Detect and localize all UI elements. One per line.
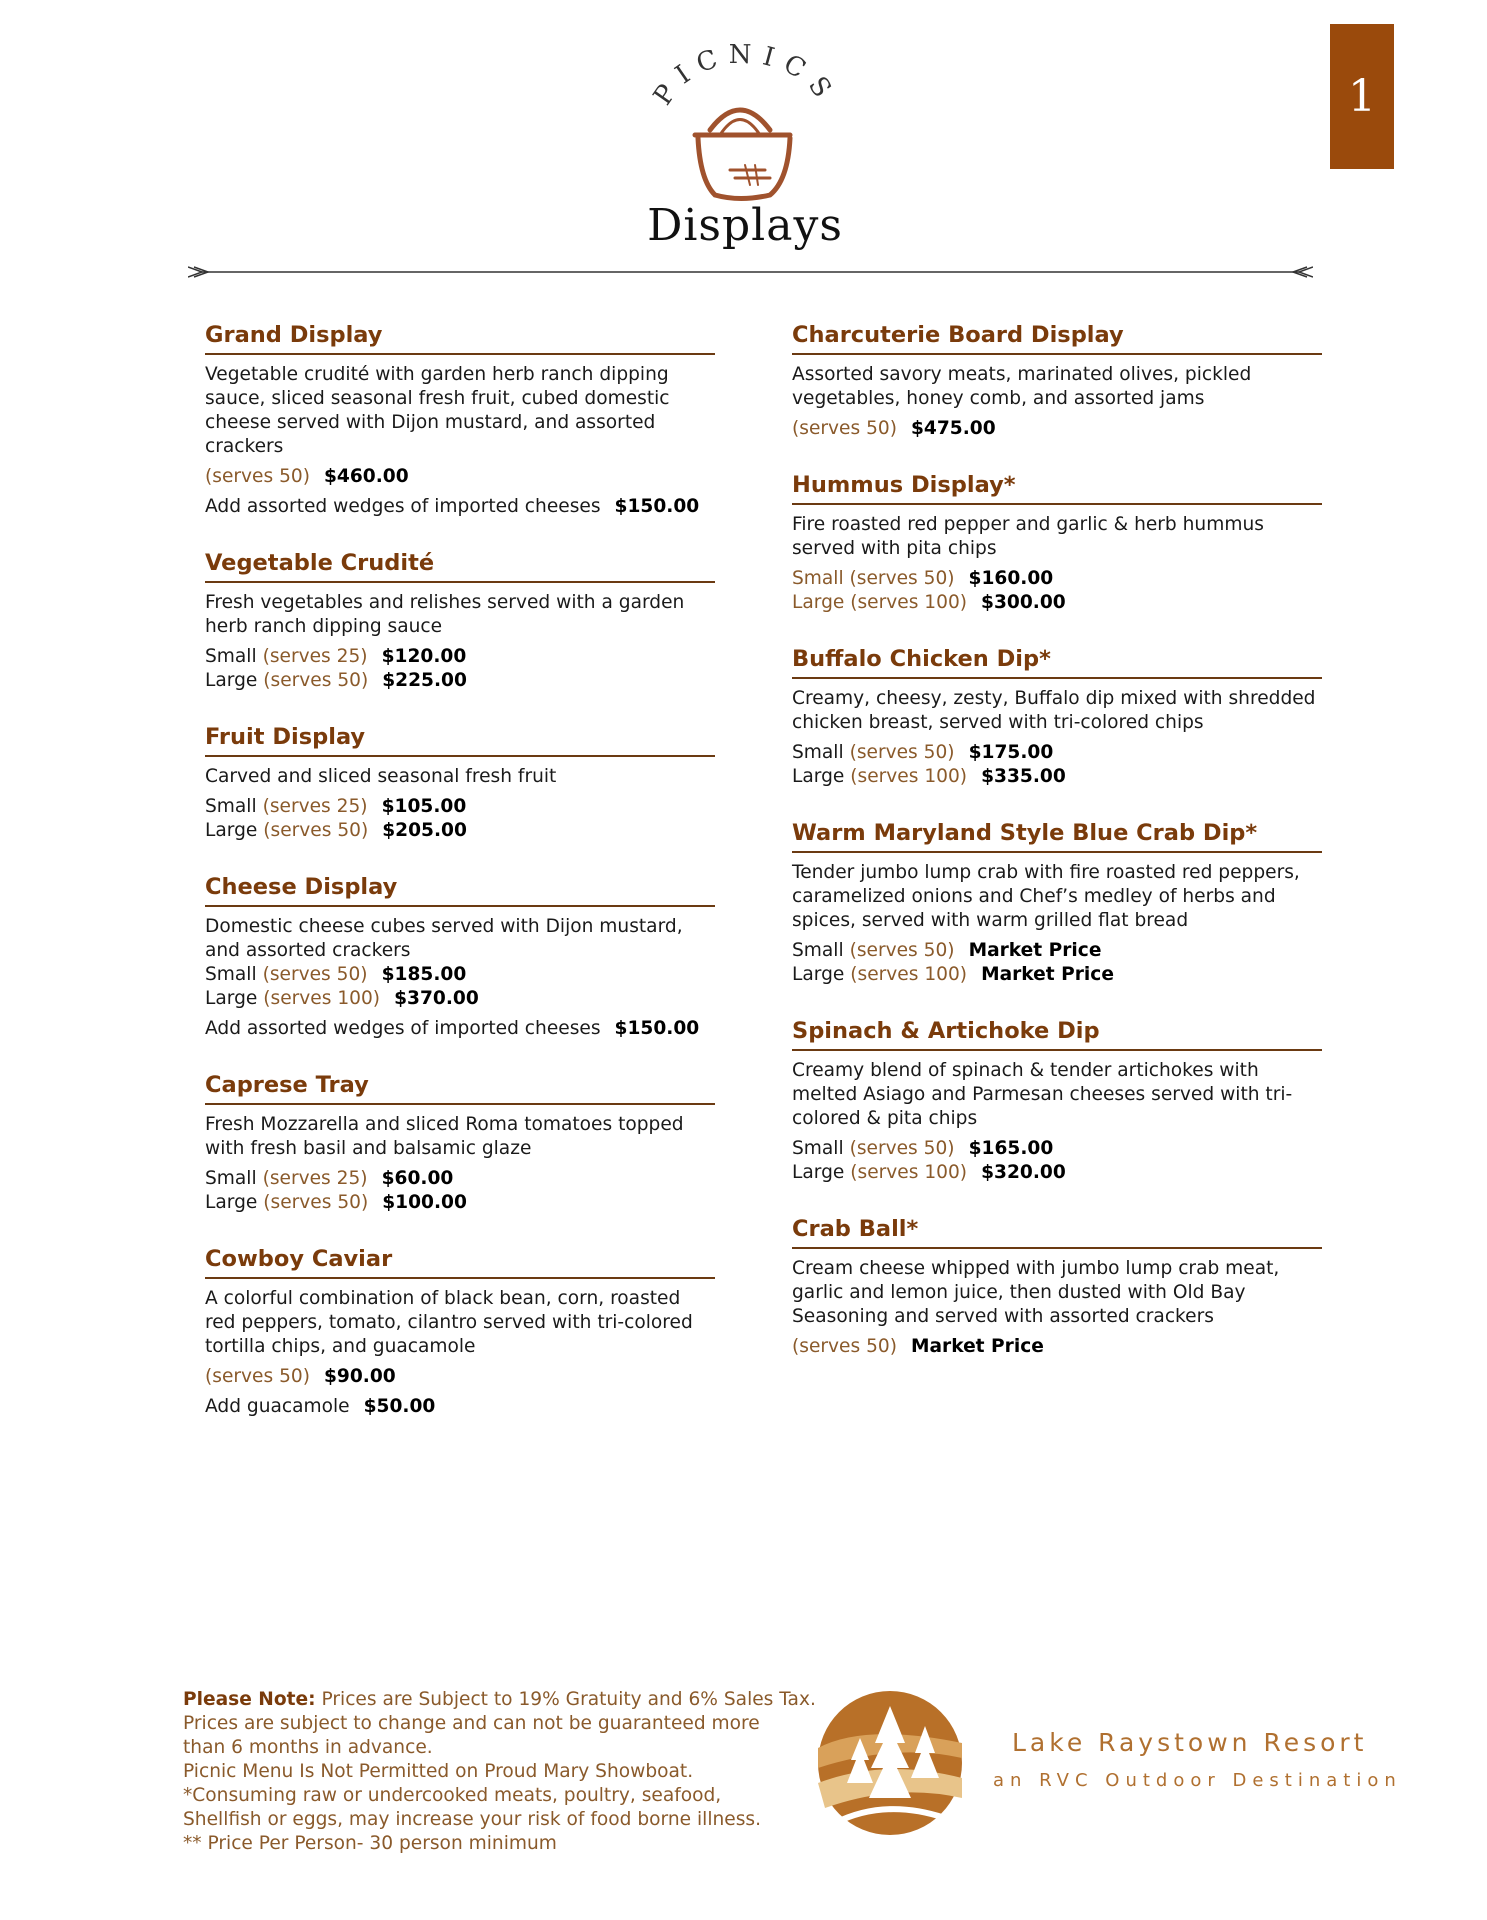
svg-text:PICNICS — [648, 40, 842, 111]
price-row — [205, 963, 715, 987]
size-label: Small — [792, 940, 844, 961]
serves-label: (serves 100) — [850, 766, 968, 787]
serves-label: (serves 25) — [262, 646, 368, 667]
footer-note — [183, 1688, 823, 1856]
serves-label: Small (serves 50) — [792, 568, 955, 589]
price-row — [792, 939, 1322, 963]
item-title: Fruit Display — [205, 724, 715, 757]
addon-row — [205, 1395, 715, 1419]
menu-item-grand-display — [205, 322, 715, 519]
serves-label: (serves 100) — [263, 988, 381, 1009]
price: $60.00 — [381, 1168, 454, 1189]
note-label: Please Note: — [183, 1689, 316, 1710]
item-description: Creamy blend of spinach & tender artichokes with melted Asiago and Parmesan cheeses served with tri-colored & pita chips — [792, 1060, 1293, 1129]
size-label: Small — [205, 964, 257, 985]
item-description: Fire roasted red pepper and garlic & herb hummus served with pita chips — [792, 514, 1264, 559]
serves-label: (serves 25) — [262, 1168, 368, 1189]
price: $205.00 — [382, 820, 467, 841]
price-row — [792, 417, 1322, 441]
menu-item-buffalo-chicken-dip — [792, 646, 1322, 789]
price-row — [205, 645, 715, 669]
price: $150.00 — [614, 496, 700, 517]
serves-label: (serves 50) — [263, 820, 369, 841]
price: $100.00 — [382, 1192, 467, 1213]
serves-label: (serves 50) — [263, 670, 369, 691]
item-description: Assorted savory meats, marinated olives, pickled vegetables, honey comb, and assorted jams — [792, 364, 1252, 409]
size-label: Large — [205, 820, 258, 841]
price-row — [205, 1365, 715, 1389]
serves-label: (serves 50) — [849, 940, 955, 961]
item-title: Grand Display — [205, 322, 715, 355]
item-title: Crab Ball* — [792, 1216, 1322, 1249]
serves-label: (serves 50) — [205, 1366, 310, 1387]
item-description: Fresh Mozzarella and sliced Roma tomatoes topped with fresh basil and balsamic glaze — [205, 1114, 684, 1159]
item-description: Fresh vegetables and relishes served with a garden herb ranch dipping sauce — [205, 592, 685, 637]
serves-label: (serves 100) — [850, 1162, 968, 1183]
price: $300.00 — [981, 592, 1066, 613]
menu-item-cheese-display — [205, 874, 715, 1041]
menu-column-right — [792, 322, 1322, 1390]
resort-tagline: an RVC Outdoor Destination — [993, 1770, 1402, 1791]
item-title: Spinach & Artichoke Dip — [792, 1018, 1322, 1051]
price: $165.00 — [968, 1138, 1054, 1159]
item-title: Cowboy Caviar — [205, 1246, 715, 1279]
size-label: Small — [205, 796, 257, 817]
item-description: A colorful combination of black bean, corn, roasted red peppers, tomato, cilantro served with tri-colored tortilla chips, and guacamole — [205, 1288, 693, 1357]
price-row — [792, 765, 1322, 789]
price: $150.00 — [614, 1018, 700, 1039]
addon-label: Add assorted wedges of imported cheeses — [205, 1018, 601, 1039]
menu-item-cowboy-caviar — [205, 1246, 715, 1419]
page-number: 1 — [1348, 71, 1376, 122]
item-title: Cheese Display — [205, 874, 715, 907]
price-row — [792, 567, 1322, 591]
price: $50.00 — [363, 1396, 436, 1417]
note-text: Prices are Subject to 19% Gratuity and 6% Sales Tax. — [321, 1689, 816, 1710]
price-row — [792, 1335, 1322, 1359]
serves-label: (serves 100) — [850, 964, 968, 985]
size-label: Large — [205, 670, 258, 691]
item-description: Domestic cheese cubes served with Dijon mustard, and assorted crackers — [205, 916, 683, 961]
menu-item-caprese-tray — [205, 1072, 715, 1215]
price: $175.00 — [968, 742, 1054, 763]
item-title: Warm Maryland Style Blue Crab Dip* — [792, 820, 1322, 853]
price-row — [205, 1167, 715, 1191]
menu-item-crab-ball — [792, 1216, 1322, 1359]
size-label: Small — [792, 1138, 844, 1159]
price: $105.00 — [381, 796, 467, 817]
price: $475.00 — [910, 418, 996, 439]
item-description: Cream cheese whipped with jumbo lump crab meat, garlic and lemon juice, then dusted with Old Bay Seasoning and served with assorted crackers — [792, 1258, 1280, 1327]
price: $225.00 — [382, 670, 467, 691]
note-line: Shellfish or eggs, may increase your risk of food borne illness. — [183, 1809, 762, 1830]
serves-label: (serves 50) — [262, 964, 368, 985]
item-description: Creamy, cheesy, zesty, Buffalo dip mixed with shredded chicken breast, served with tri-colored chips — [792, 688, 1316, 733]
size-label: Small — [205, 646, 257, 667]
menu-item-charcuterie-board — [792, 322, 1322, 441]
item-title: Vegetable Crudité — [205, 550, 715, 583]
price: $460.00 — [323, 466, 409, 487]
menu-item-vegetable-crudite — [205, 550, 715, 693]
serves-label: (serves 50) — [792, 418, 897, 439]
menu-item-hummus-display — [792, 472, 1322, 615]
price: $335.00 — [981, 766, 1066, 787]
price-row — [205, 819, 715, 843]
size-label: Large — [792, 766, 845, 787]
price: $320.00 — [981, 1162, 1066, 1183]
item-description: Carved and sliced seasonal fresh fruit — [205, 766, 557, 787]
addon-label: Add assorted wedges of imported cheeses — [205, 496, 601, 517]
size-label: Small — [205, 1168, 257, 1189]
size-label: Large — [205, 988, 258, 1009]
picnics-basket-logo — [640, 40, 850, 210]
serves-label: (serves 50) — [792, 1336, 897, 1357]
price: $90.00 — [323, 1366, 396, 1387]
size-label: Large — [792, 964, 845, 985]
resort-name: Lake Raystown Resort — [1012, 1728, 1368, 1757]
price: $185.00 — [381, 964, 467, 985]
item-description: Vegetable crudité with garden herb ranch dipping sauce, sliced seasonal fresh fruit, cubed domestic cheese served with Dijon mustard, and assorted crackers — [205, 364, 670, 457]
price-row — [792, 1137, 1322, 1161]
serves-label: Large (serves 100) — [792, 592, 968, 613]
menu-item-fruit-display — [205, 724, 715, 843]
price-row — [205, 1191, 715, 1215]
note-line: Picnic Menu Is Not Permitted on Proud Mary Showboat. — [183, 1761, 694, 1782]
price: $160.00 — [968, 568, 1054, 589]
item-title: Hummus Display* — [792, 472, 1322, 505]
item-title: Charcuterie Board Display — [792, 322, 1322, 355]
addon-label: Add guacamole — [205, 1396, 350, 1417]
size-label: Large — [792, 1162, 845, 1183]
price-row — [792, 741, 1322, 765]
serves-label: (serves 50) — [205, 466, 310, 487]
price: Market Price — [968, 940, 1102, 961]
price: $120.00 — [381, 646, 467, 667]
price: Market Price — [910, 1336, 1044, 1357]
serves-label: (serves 50) — [263, 1192, 369, 1213]
menu-column-left — [205, 322, 715, 1450]
serves-label: (serves 50) — [849, 742, 955, 763]
note-line: ** Price Per Person- 30 person minimum — [183, 1833, 557, 1854]
price-row — [792, 963, 1322, 987]
price-row — [205, 987, 715, 1011]
price-row — [792, 591, 1322, 615]
note-line: than 6 months in advance. — [183, 1737, 433, 1758]
logo-word: PICNICS — [647, 40, 843, 112]
addon-row — [205, 1017, 715, 1041]
note-first-line — [183, 1688, 823, 1712]
note-line: Prices are subject to change and can not be guaranteed more — [183, 1713, 760, 1734]
size-label: Large — [205, 1192, 258, 1213]
price-row — [205, 669, 715, 693]
decorative-arrow-divider — [188, 264, 1313, 280]
price: Market Price — [981, 964, 1114, 985]
menu-item-spinach-artichoke-dip — [792, 1018, 1322, 1185]
note-line: *Consuming raw or undercooked meats, poultry, seafood, — [183, 1785, 722, 1806]
page-number-tab — [1330, 24, 1394, 169]
price-row — [792, 1161, 1322, 1185]
menu-item-blue-crab-dip — [792, 820, 1322, 987]
price: $370.00 — [394, 988, 479, 1009]
page-subtitle: Displays — [647, 200, 843, 251]
price-row — [205, 465, 715, 489]
item-title: Buffalo Chicken Dip* — [792, 646, 1322, 679]
price-row — [205, 795, 715, 819]
serves-label: (serves 50) — [849, 1138, 955, 1159]
resort-tree-logo — [805, 1688, 975, 1838]
serves-label: (serves 25) — [262, 796, 368, 817]
item-description: Tender jumbo lump crab with fire roasted red peppers, caramelized onions and Chef’s medley of herbs and spices, served with warm grilled flat bread — [792, 862, 1300, 931]
size-label: Small — [792, 742, 844, 763]
addon-row — [205, 495, 715, 519]
item-title: Caprese Tray — [205, 1072, 715, 1105]
